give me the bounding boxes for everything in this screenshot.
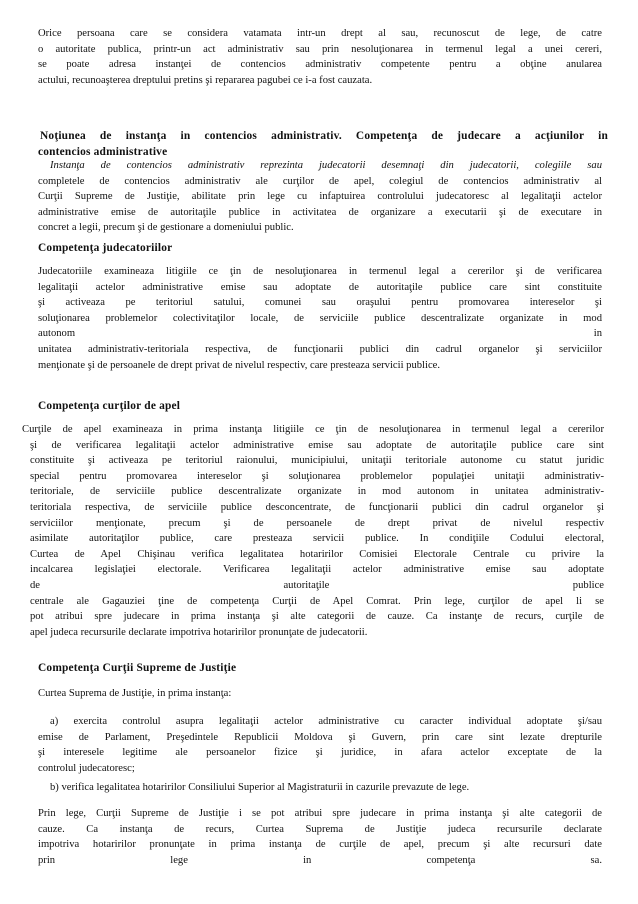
text-line: legalitaţii actelor administrative emise sau adoptate de autoritaţile publice care sint constituite (38, 281, 602, 293)
text-line: controlul judecatoresc; (38, 762, 135, 774)
text-line: completele de contencios administrativ ale curţilor de apel, colegiul de contencios administrativ al (38, 175, 602, 187)
text-line: incalcarea legislaţiei electorale. Verificarea legalitaţii actelor administrative emise sau adoptate (30, 564, 604, 576)
text-line: şi interesele legitime ale persoanelor fizice şi juridice, in afara actelor exceptate de la (38, 747, 602, 759)
text-line: pot atribui spre judecare in prima instanţa şi alte categorii de cauze. Ca instanţe de recurs, curţile de (30, 611, 604, 623)
text-line: prin lege in competenţa sa. (38, 854, 602, 866)
text-line: b) verifica legalitatea hotaririlor Consiliului Superior al Magistraturii in cazurile prevazute de lege. (50, 782, 470, 793)
supreme-item-b (38, 780, 602, 796)
text-line: soluţionarea problemelor colectivitaţilor locale, de serviciile publice descentralizate organizate in mod (38, 312, 602, 324)
section-heading-appeal: Competenţa curţilor de apel (38, 400, 181, 412)
text-line: de autoritaţile publice (30, 579, 604, 591)
text-line: Curtea de Apel Chişinau verifica legalitatea hotaririlor Comisiei Electorale Centrale cu privire la (30, 548, 604, 560)
supreme-item-a (38, 714, 602, 776)
heading-line: contencios administrative (38, 146, 168, 158)
appeal-paragraph (22, 422, 604, 640)
text-line: Curtea Suprema de Justiţie, in prima instanţa: (38, 688, 232, 699)
text-line: centrale ale Gagauziei ţine de competenţa Curţii de Apel Comrat. Prin lege, curţilor de apel li se (30, 595, 604, 607)
text-line: asimilate autoritaţilor publice, care presteaza servicii publice. In condiţiile Codului electoral, (30, 533, 604, 545)
intro-paragraph (38, 26, 602, 88)
section-heading-courts: Competenţa judecatoriilor (38, 242, 173, 254)
text-line: Prin lege, Curţii Supreme de Justiţie i se pot atribui spre judecare in prima instanţa şi alte categorii de (38, 808, 602, 819)
text-line: se poate adresa instanţei de contencios administrativ competente pentru a obţine anularea (38, 59, 602, 71)
text-line: Orice persoana care se considera vatamata intr-un drept al sau, recunoscut de lege, de catre (38, 28, 602, 39)
text-line: menţionate şi de persoanele de drept privat de nivelul respectiv, care presteaza servicii publice. (38, 359, 440, 371)
text-line: o autoritate publica, printr-un act administrativ sau prin nesoluţionarea in termenul legal a unei cereri, (38, 43, 602, 55)
text-line: cauze. Ca instanţa de recurs, Curtea Suprema de Justiţie judeca recursurile declarate (38, 823, 602, 835)
text-line: unitatea administrativ-teritoriala respectiva, de funcţionarii publici din cadrul organelor şi serviciilor (38, 343, 602, 355)
text-line: teritoriale, de serviciile publice descentralizate organizate in mod autonom in unitatea administrativ- (30, 486, 604, 498)
text-line: Instanţa de contencios administrativ reprezinta judecatorii desemnaţi din judecatorii, colegiile sau (50, 160, 602, 171)
text-line: constituite şi activeaza pe teritoriul raionului, municipiului, unitaţii teritoriale autonome cu statut juridic (30, 455, 604, 467)
text-line: emise de Parlament, Preşedintele Republicii Moldova şi Guvern, prin care sint lezate drepturile (38, 731, 602, 743)
text-line: concret a legii, precum şi de gestionare a domeniului public. (38, 222, 294, 234)
supreme-intro (38, 686, 602, 702)
closing-paragraph (38, 806, 602, 868)
section-heading-notion (38, 128, 608, 160)
text-line: administrative emise de autoritaţile publice in activitatea de organizare a executarii şi de executare in (38, 206, 602, 218)
text-line: impotriva hotaririlor pronunţate in prima instanţa de curţile de apel, precum şi alte recursuri date (38, 839, 602, 851)
text-line: Curţile de apel examineaza in prima instanţa litigiile ce ţin de nesoluţionarea in termenul legal a cererilor (22, 424, 604, 435)
notion-paragraph (38, 158, 602, 236)
text-line: Curţii Supreme de Justiţie, abilitate prin lege cu infaptuirea controlului judecatoresc al legalitaţii actelor (38, 191, 602, 203)
text-line: serviciilor menţionate, precum şi de persoanele de drept privat de nivelul respectiv (30, 517, 604, 529)
text-line: şi de verificarea legalitaţii actelor administrative emise sau adoptate de autoritaţile publice care sint (30, 439, 604, 451)
text-line: şi activeaza pe teritoriul satului, comunei sau oraşului pentru promovarea intereselor şi (38, 297, 602, 309)
text-line: actului, recunoaşterea dreptului pretins şi repararea pagubei ce i-a fost cauzata. (38, 74, 373, 86)
text-line: teritoriala respectiva, de serviciile publice desconcentrate, de funcţionarii publici din cadrul organelor şi (30, 501, 604, 513)
courts-paragraph (38, 264, 602, 373)
text-line: a) exercita controlul asupra legalitaţii actelor administrative cu caracter individual adoptate şi/sau (50, 716, 602, 727)
text-line: Judecatoriile examineaza litigiile ce ţin de nesoluţionarea in termenul legal a cererilor şi de verificarea (38, 266, 602, 277)
text-line: special pentru promovarea intereselor şi soluţionarea problemelor populaţiei unitaţii administrativ- (30, 470, 604, 482)
text-line: autonom in (38, 328, 602, 340)
text-line: apel judeca recursurile declarate impotriva hotaririlor pronunţate de judecatorii. (30, 626, 368, 638)
section-heading-supreme: Competenţa Curţii Supreme de Justiţie (38, 662, 237, 674)
heading-line: Noţiunea de instanţa in contencios administrativ. Competenţa de judecare a acţiunilor in (40, 130, 608, 142)
